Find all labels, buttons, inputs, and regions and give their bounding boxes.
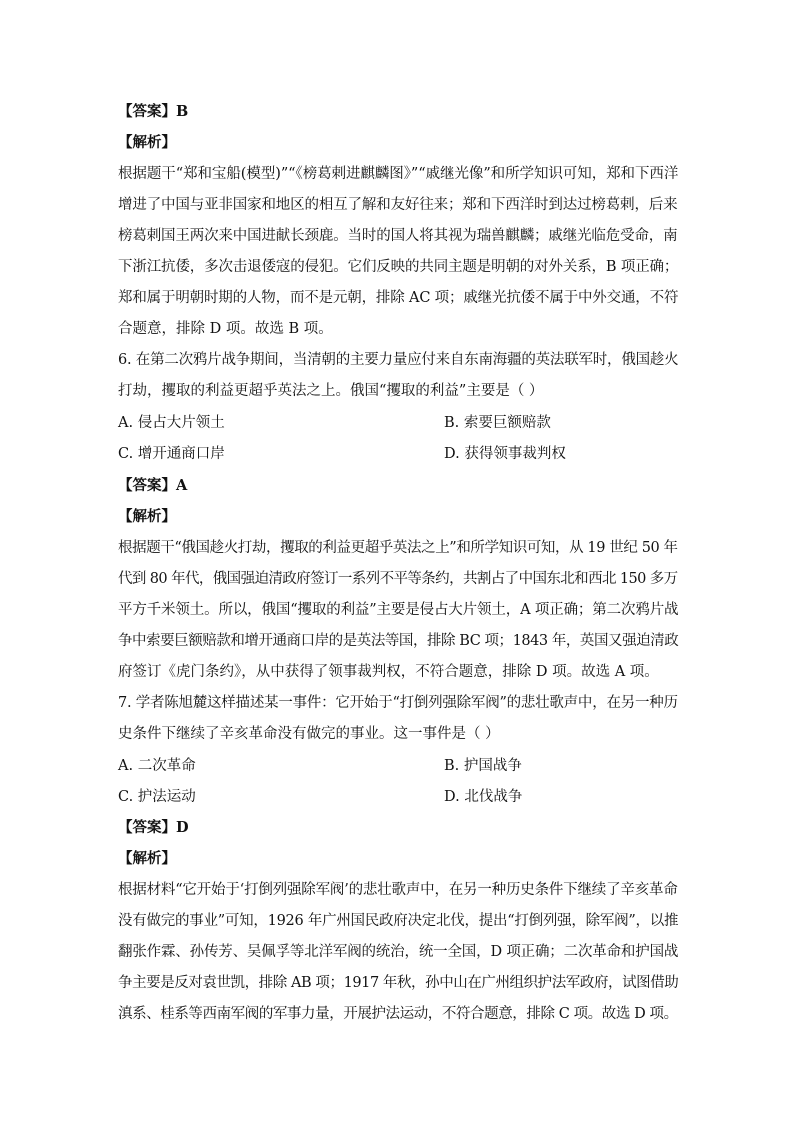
answer-label: 【答案】D (118, 819, 189, 836)
option-c: C. 增开通商口岸 (118, 446, 225, 462)
analysis-line: 下浙江抗倭，多次击退倭寇的侵犯。它们反映的共同主题是明朝的对外关系，B 项正确； (118, 259, 679, 275)
analysis-line: 根据题干“俄国趁火打劫，攫取的利益更超乎英法之上”和所学知识可知，从 19 世纪 50 年 (118, 540, 678, 556)
option-d: D. 获得领事裁判权 (444, 446, 566, 462)
analysis-line: 根据材料“它开始于‘打倒列强除军阀’的悲壮歌声中，在另一种历史条件下继续了辛亥革命 (118, 882, 678, 898)
analysis-line: 代到 80 年代，俄国强迫清政府签订一系列不平等条约，共割占了中国东北和西北 150 多万 (118, 571, 678, 587)
option-a: A. 二次革命 (118, 758, 196, 774)
analysis-line: 榜葛剌国王两次来中国进献长颈鹿。当时的国人将其视为瑞兽麒麟；戚继光临危受命，南 (118, 228, 678, 244)
analysis-line: 争主要是反对袁世凯，排除 AB 项；1917 年秋，孙中山在广州组织护法军政府，试图借助 (118, 975, 679, 991)
option-b: B. 护国战争 (444, 758, 522, 774)
analysis-line: 合题意，排除 D 项。故选 B 项。 (118, 321, 333, 337)
question-stem: 史条件下继续了辛亥革命没有做完的事业。这一事件是（ ） (118, 726, 500, 742)
analysis-line: 增进了中国与亚非国家和地区的相互了解和友好往来；郑和下西洋时到达过榜葛剌，后来 (118, 197, 678, 213)
question-stem: 7. 学者陈旭麓这样描述某一事件：它开始于“打倒列强除军阀”的悲壮歌声中，在另一种历 (118, 695, 678, 711)
question-stem: 6. 在第二次鸦片战争期间，当清朝的主要力量应付来自东南海疆的英法联军时，俄国趁火 (118, 352, 679, 368)
analysis-line: 没有做完的事业”可知，1926 年广州国民政府决定北伐，提出“打倒列强，除军阀”，以推 (118, 913, 679, 929)
option-c: C. 护法运动 (118, 789, 196, 805)
analysis-heading: 【解析】 (118, 134, 176, 151)
option-b: B. 索要巨额赔款 (444, 415, 551, 431)
analysis-line: 滇系、桂系等西南军阀的军事力量，开展护法运动，不符合题意，排除 C 项。故选 D 项。 (118, 1006, 678, 1022)
answer-label: 【答案】B (118, 103, 189, 120)
option-d: D. 北伐战争 (444, 789, 523, 805)
answer-label: 【答案】A (118, 477, 188, 494)
option-a: A. 侵占大片领土 (118, 415, 225, 431)
analysis-line: 府签订《虎门条约》，从中获得了领事裁判权，不符合题意，排除 D 项。故选 A 项。 (118, 664, 659, 680)
question-stem: 打劫，攫取的利益更超乎英法之上。俄国“攫取的利益”主要是（ ） (118, 383, 544, 399)
analysis-line: 根据题干“郑和宝船(模型)”“《榜葛剌进麒麟图》”“戚继光像”和所学知识可知，郑和下西洋 (118, 166, 679, 182)
analysis-line: 郑和属于明朝时期的人物，而不是元朝，排除 AC 项；戚继光抗倭不属于中外交通，不符 (118, 290, 679, 306)
analysis-line: 争中索要巨额赔款和增开通商口岸的是英法等国，排除 BC 项；1843 年，英国又强迫清政 (118, 633, 679, 649)
analysis-heading: 【解析】 (118, 850, 176, 867)
analysis-heading: 【解析】 (118, 508, 176, 525)
analysis-line: 翻张作霖、孙传芳、吴佩孚等北洋军阀的统治，统一全国，D 项正确；二次革命和护国战 (118, 944, 679, 960)
analysis-line: 平方千米领土。所以，俄国“攫取的利益”主要是侵占大片领土，A 项正确；第二次鸦片战 (118, 602, 679, 618)
